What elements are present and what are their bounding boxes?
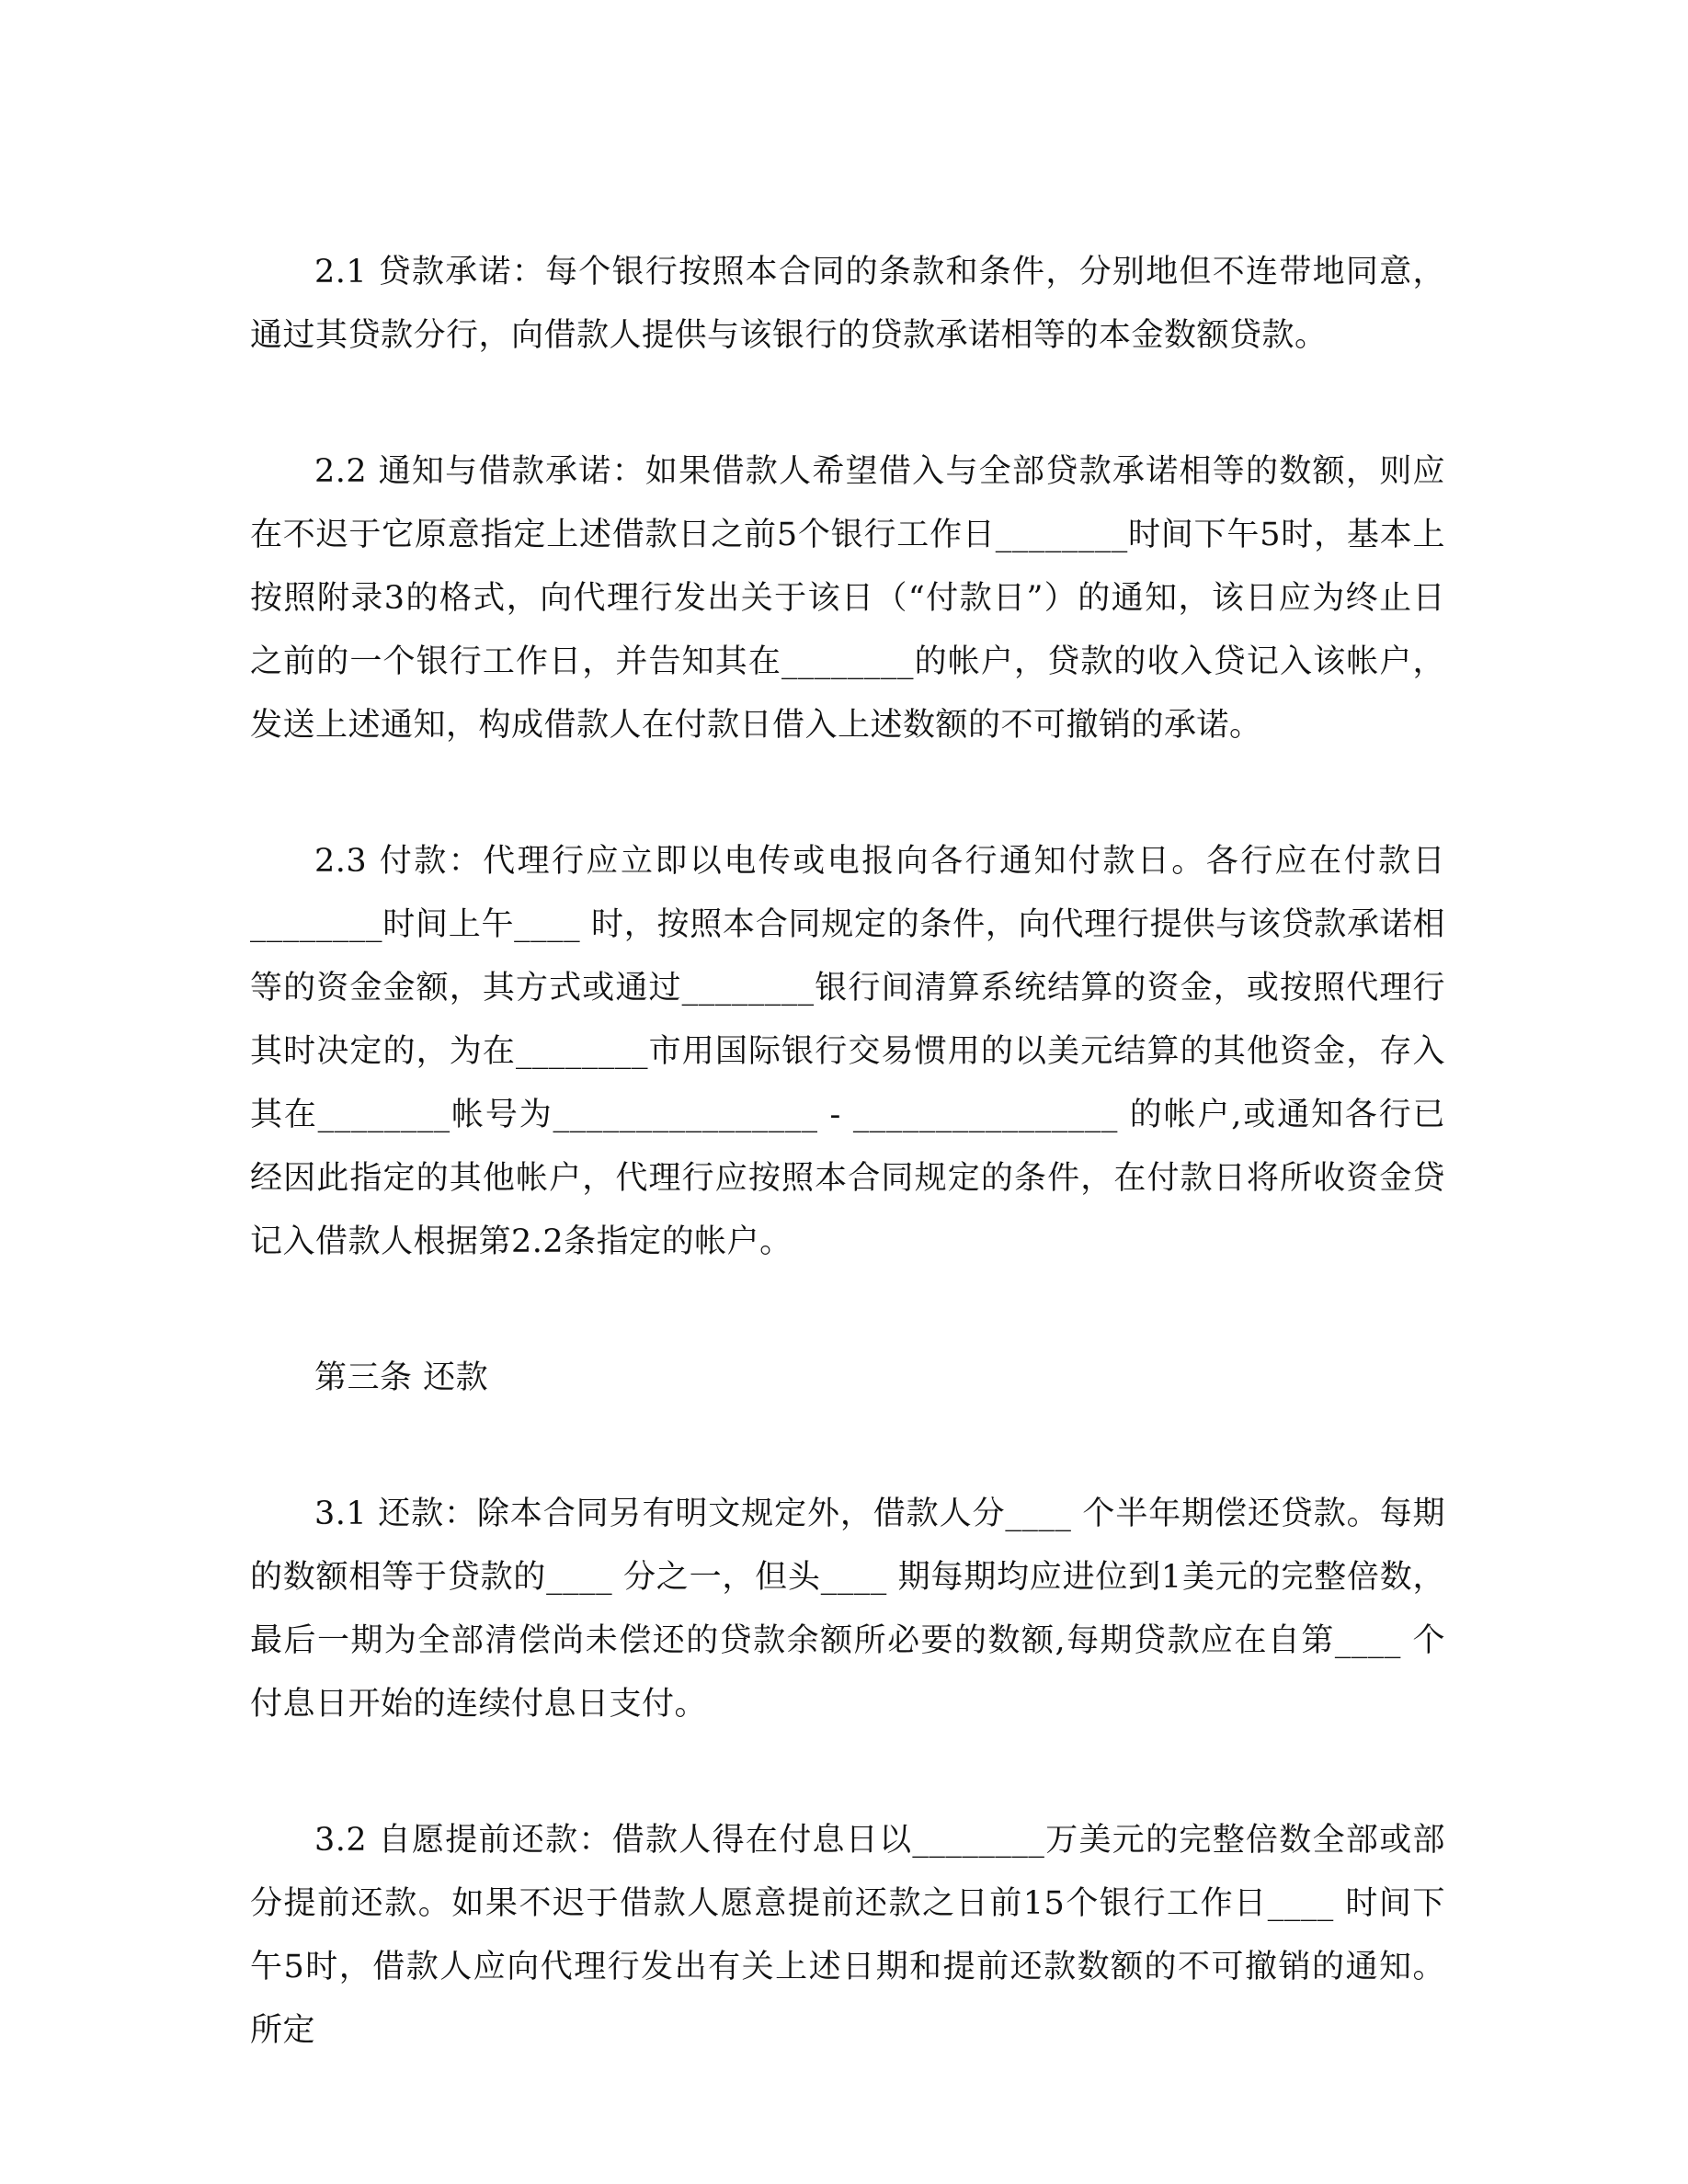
clause-3-1-paragraph: 3.1 还款：除本合同另有明文规定外，借款人分____ 个半年期偿还贷款。每期的数额相等于贷款的____ 分之一，但头____ 期每期均应进位到1美元的完整倍数，最后一期为全部清偿尚未偿还的贷款余额所必要的数额,每期贷款应在自第____ 个付息日开始的连续付息日支付。: [250, 1496, 1445, 1723]
article-3-heading: 第三条 还款: [314, 1359, 489, 1396]
clause-2-3-paragraph: 2.3 付款：代理行应立即以电传或电报向各行通知付款日。各行应在付款日________时间上午____ 时，按照本合同规定的条件，向代理行提供与该贷款承诺相等的资金金额，其方式或通过________银行间清算系统结算的资金，或按照代理行其时决定的，为在________市用国际银行交易惯用的以美元结算的其他资金，存入其在________帐号为________________ - ________________ 的帐户,或通知各行已经因此指定的其他帐户，代理行应按照本合同规定的条件，在付款日将所收资金贷记入借款人根据第2.2条指定的帐户。: [250, 843, 1445, 1260]
clause-3-2-paragraph: 3.2 自愿提前还款：借款人得在付息日以________万美元的完整倍数全部或部分提前还款。如果不迟于借款人愿意提前还款之日前15个银行工作日____ 时间下午5时，借款人应向代理行发出有关上述日期和提前还款数额的不可撤销的通知。所定: [250, 1822, 1445, 2049]
clause-2-1-paragraph: 2.1 贷款承诺：每个银行按照本合同的条款和条件，分别地但不连带地同意，通过其贷款分行，向借款人提供与该银行的贷款承诺相等的本金数额贷款。: [250, 254, 1445, 354]
clause-2-2-paragraph: 2.2 通知与借款承诺：如果借款人希望借入与全部贷款承诺相等的数额，则应在不迟于它原意指定上述借款日之前5个银行工作日________时间下午5时，基本上按照附录3的格式，向代理行发出关于该日（“付款日”）的通知，该日应为终止日之前的一个银行工作日，并告知其在________的帐户，贷款的收入贷记入该帐户，发送上述通知，构成借款人在付款日借入上述数额的不可撤销的承诺。: [250, 453, 1445, 744]
document-page: [250, 241, 1445, 2135]
